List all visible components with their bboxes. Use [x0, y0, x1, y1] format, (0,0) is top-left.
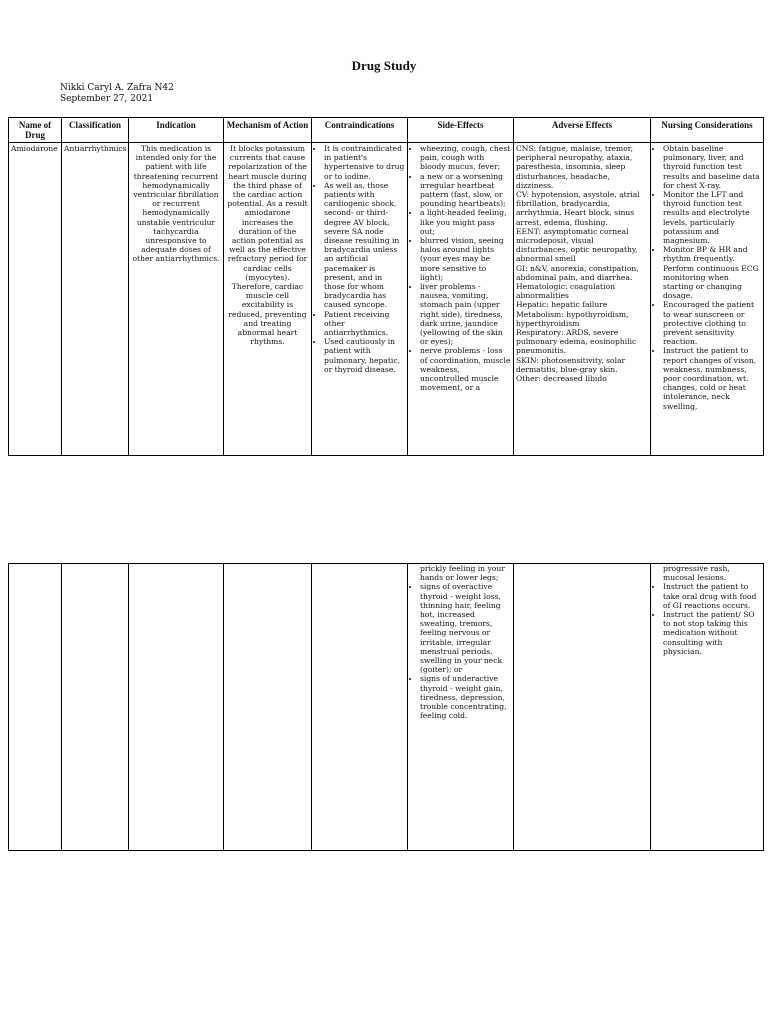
student-name: Nikki Caryl A. Zafra N42: [60, 83, 174, 93]
col-header-mechanism: Mechanism of Action: [224, 118, 312, 143]
list-item: • signs of overactive thyroid - weight loss, thinning hair, feeling hot, increased sweating, tremors, feeling nervous or irritable, irregular menstrual periods, swelling in your neck (goiter); or: [420, 582, 511, 674]
table-header-row: [9, 118, 764, 143]
indication-cell: This medication is intended only for the patient with life threatening recurrent hemodynamically ventricular fibrillation or recurrent hemodynamically unstable ventriculur tachycardia unresponsive to adequate doses of other antiarrhythmics.: [129, 143, 224, 456]
list-item: • nerve problems - loss of coordination, muscle weakness, uncontrolled muscle movement, or a: [420, 346, 511, 392]
list-item: • blurred vision, seeing halos around lights (your eyes may be more sensitive to light);: [420, 236, 511, 282]
adverse-effects-cell: [514, 143, 651, 456]
adverse-line: GI: n&V, anorexia, constipation, abdominal pain, and diarrhea.: [516, 263, 639, 282]
col-header-indication: Indication: [129, 118, 224, 143]
author-block: [60, 83, 174, 105]
side-effects-list: [410, 144, 511, 392]
adverse-line: Respiratory: ARDS, severe pulmonary edema, eosinophilic pneumonitis.: [516, 328, 637, 356]
adverse-line: CNS: fatigue, malaise, tremor, peripheral neuropathy, ataxia, paresthesia, insomnia, sleep disturbances, headache, dizziness.: [516, 144, 634, 190]
list-item: • Monitor BP & HR and rhythm frequently. Perform continuous ECG monitoring when starting or changing dosage.: [663, 245, 761, 300]
mechanism-cell: [224, 564, 312, 851]
list-item: • Monitor the LFT and thyroid function test results and electrolyte levels, particularly potassium and magnesium.: [663, 190, 761, 245]
col-header-nursing: Nursing Considerations: [651, 118, 764, 143]
nursing-list: [653, 582, 761, 656]
drug-name-cell: [9, 564, 62, 851]
list-item: • Obtain baseline pulmonary, liver, and thyroid function test results and baseline data for chest X-ray.: [663, 144, 761, 190]
contraindications-cell: [312, 143, 408, 456]
page-title: Drug Study: [351, 58, 417, 73]
side-effects-list: [410, 582, 511, 720]
list-item: • Patient receiving other antiarrhythmics.: [324, 310, 405, 338]
adverse-line: Other: decreased libido: [516, 374, 607, 384]
nursing-continued: progressive rash, mucosal lesions.: [663, 564, 730, 583]
adverse-line: Hepatic: hepatic failure: [516, 300, 608, 310]
adverse-line: EENT: asymptomatic corneal microdeposit, visual disturbances, optic neuropathy, abnormal smell: [516, 226, 638, 264]
adverse-line: Hematologic: coagulation abnormalities: [516, 282, 615, 301]
list-item: • signs of underactive thyroid - weight gain, tiredness, depression, trouble concentrating, feeling cold.: [420, 674, 511, 720]
drug-name-cell: Amiodarone: [9, 143, 62, 456]
study-date: September 27, 2021: [60, 94, 154, 104]
col-header-adverse-effects: Adverse Effects: [514, 118, 651, 143]
adverse-effects-cell: [514, 564, 651, 851]
drug-study-table-continued: [8, 563, 764, 851]
nursing-cell: [651, 143, 764, 456]
col-header-name: Name of Drug: [9, 118, 62, 143]
side-effects-cell: [408, 564, 514, 851]
col-header-classification: Classification: [62, 118, 129, 143]
list-item: • wheezing, cough, chest pain, cough with bloody mucus, fever;: [420, 144, 511, 172]
list-item: • Encouraged the patient to wear sunscreen or protective clothing to prevent sensitivity reaction.: [663, 300, 761, 346]
side-effects-cell: [408, 143, 514, 456]
contraindications-list: [314, 144, 405, 374]
list-item: • liver problems - nausea, vomiting, stomach pain (upper right side), tiredness, dark urine, jaundice (yellowing of the skin or eyes);: [420, 282, 511, 346]
classification-cell: [62, 564, 129, 851]
list-item: • It is contraindicated in patient's hypertensive to drug or to iodine.: [324, 144, 405, 181]
table-row: [9, 564, 764, 851]
list-item: • Instruct the patient to report changes of vison, weakness, numbness, poor coordination, wt. changes, cold or heat intolerance, neck swelling,: [663, 346, 761, 410]
list-item: • Instruct the patient/ SO to not stop taking this medication without consulting with physician.: [663, 610, 761, 656]
list-item: • Instruct the patient to take oral drug with food of GI reactions occurs.: [663, 582, 761, 610]
classification-cell: Antiarrhythmics: [62, 143, 129, 456]
list-item: • Used cautiously in patient with pulmonary, hepatic, or thyroid disease.: [324, 337, 405, 374]
adverse-line: CV: hypotension, asystole, atrial fibrillation, bradycardia, arrhythmia, Heart block, sinus arrest, edema, flushing.: [516, 190, 640, 227]
side-effects-continued: prickly feeling in your hands or lower legs;: [420, 564, 505, 583]
mechanism-cell: It blocks potassium currents that cause repolarization of the heart muscle during the third phase of the cardiac action potential. As a result amiodarone increases the duration of the action potential as well as the effective refractory period for cardiac cells (myocytes). Therefore, cardiac muscle cell excitability is reduced, preventing and treating abnormal heart rhythms.: [224, 143, 312, 456]
list-item: • As well as, those patients with cardiogenic shock, second- or third-degree AV block, severe SA node disease resulting in bradycardia unless an artificial pacemaker is present, and in those for whom bradycardia has caused syncope.: [324, 181, 405, 310]
contraindications-cell: [312, 564, 408, 851]
table-row: [9, 143, 764, 456]
drug-study-table: [8, 117, 764, 456]
list-item: • a new or a worsening irregular heartbeat pattern (fast, slow, or pounding heartbeats);: [420, 172, 511, 209]
adverse-line: SKIN: photosensitivity, solar dermatitis, blue-gray skin.: [516, 355, 626, 374]
adverse-line: Metabolism: hypothyroidism, hyperthyroidism: [516, 309, 629, 328]
col-header-side-effects: Side-Effects: [408, 118, 514, 143]
nursing-list: [653, 144, 761, 411]
col-header-contraindications: Contraindications: [312, 118, 408, 143]
list-item: • a light-headed feeling, like you might pass out;: [420, 208, 511, 236]
indication-cell: [129, 564, 224, 851]
nursing-cell: [651, 564, 764, 851]
